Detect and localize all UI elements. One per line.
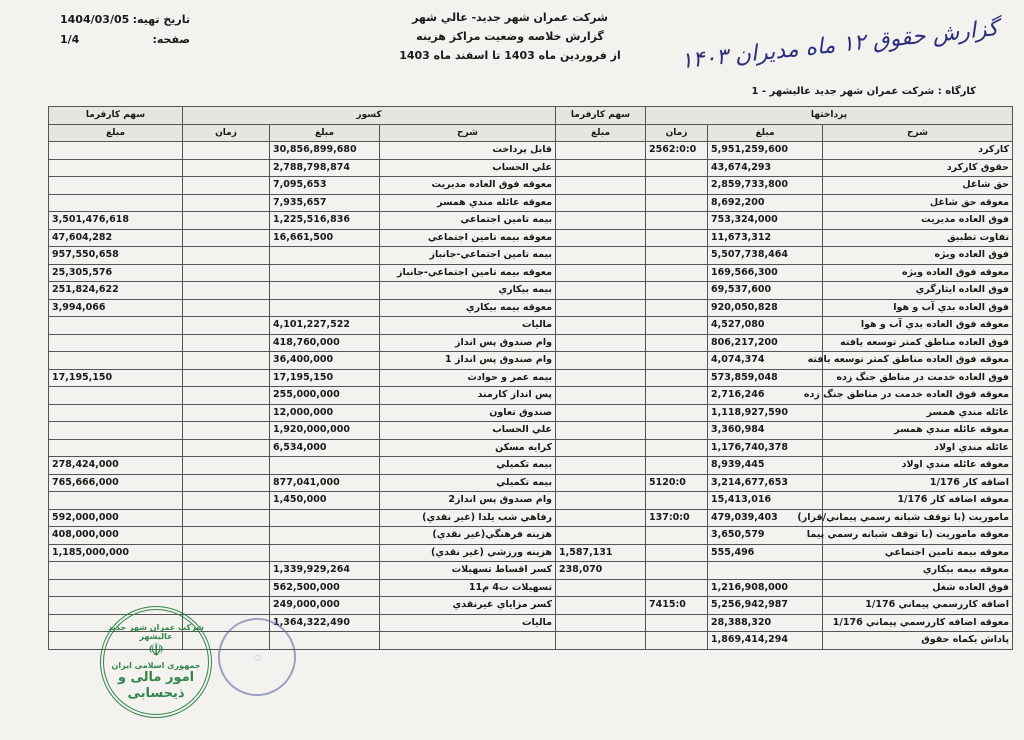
cell-payment-time [646,159,708,177]
cell-payment-time [646,177,708,195]
cell-deduction-desc: قابل پرداخت [380,142,556,160]
cell-employer-amount-left: 251,824,622 [49,282,183,300]
cell-employer-amount-left [49,352,183,370]
cell-deduction-amount: 1,225,516,836 [270,212,380,230]
page-value: 1/4 [60,33,80,46]
cell-employer-amount-right [556,597,646,615]
cell-deduction-desc: ماليات [380,317,556,335]
cell-payment-time [646,614,708,632]
cell-payment-desc: معوقه فوق العاده بدي آب و هوا [823,317,1013,335]
cell-payment-amount [708,562,823,580]
cell-payment-desc: معوقه اضافه کار 1/176 [823,492,1013,510]
cell-payment-amount: 5,951,259,600 [708,142,823,160]
cell-payment-time [646,544,708,562]
cell-deduction-time [183,299,270,317]
cell-deduction-desc: بيمه تکميلي [380,457,556,475]
cell-deduction-amount: 12,000,000 [270,404,380,422]
cell-payment-desc: فوق العاده ايثارگري [823,282,1013,300]
cell-employer-amount-left: 17,195,150 [49,369,183,387]
cell-employer-amount-left [49,492,183,510]
table-row [49,509,1013,527]
cell-deduction-desc: بيمه تکميلي [380,474,556,492]
col-deduction-time: زمان [183,124,270,142]
cell-deduction-desc [380,632,556,650]
cell-deduction-time [183,509,270,527]
cell-deduction-amount: 30,856,899,680 [270,142,380,160]
table-row [49,597,1013,615]
cell-employer-amount-left: 765,666,000 [49,474,183,492]
cell-payment-desc: معوقه فوق العاده خدمت در مناطق جنگ زده [823,387,1013,405]
cell-deduction-amount: 17,195,150 [270,369,380,387]
cell-employer-amount-right [556,632,646,650]
cell-employer-amount-right [556,194,646,212]
cell-payment-amount: 1,869,414,294 [708,632,823,650]
cell-employer-amount-left [49,334,183,352]
cell-deduction-amount: 1,364,322,490 [270,614,380,632]
cell-employer-amount-right [556,177,646,195]
cell-employer-amount-left: 3,501,476,618 [49,212,183,230]
cell-deduction-amount: 16,661,500 [270,229,380,247]
payments-header: پرداختها [646,107,1013,125]
cell-payment-amount: 479,039,403 [708,509,823,527]
cell-deduction-amount: 255,000,000 [270,387,380,405]
table-row [49,282,1013,300]
cell-deduction-amount: 4,101,227,522 [270,317,380,335]
cell-deduction-desc: پس انداز کارمند [380,387,556,405]
cell-employer-amount-right: 238,070 [556,562,646,580]
cell-payment-time [646,562,708,580]
cell-payment-desc: معوقه فوق العاده ويژه [823,264,1013,282]
table-row [49,474,1013,492]
stamp-text-1: شرکت عمران شهر جدید عالیشهر [108,622,204,641]
cell-payment-amount: 5,256,942,987 [708,597,823,615]
cell-payment-amount: 11,673,312 [708,229,823,247]
cell-payment-time: 7415:0 [646,597,708,615]
cell-payment-amount: 806,217,200 [708,334,823,352]
cell-deduction-time [183,422,270,440]
table-row [49,317,1013,335]
cell-deduction-time [183,457,270,475]
cell-deduction-desc: علي الحساب [380,422,556,440]
cell-deduction-time [183,579,270,597]
cell-employer-amount-right [556,299,646,317]
cell-employer-amount-left: 25,305,576 [49,264,183,282]
cell-payment-amount: 2,716,246 [708,387,823,405]
date-value: 1404/03/05 [60,13,130,26]
cell-payment-time [646,422,708,440]
cell-deduction-amount: 7,935,657 [270,194,380,212]
cell-payment-amount: 169,566,300 [708,264,823,282]
col-employer-amount-right: مبلغ [556,124,646,142]
table-row [49,404,1013,422]
cell-payment-time [646,282,708,300]
cell-deduction-time [183,527,270,545]
cell-payment-time [646,194,708,212]
cell-payment-amount: 920,050,828 [708,299,823,317]
cell-payment-desc: معوقه فوق العاده مناطق کمتر توسعه يافته [823,352,1013,370]
cell-employer-amount-right [556,614,646,632]
cell-employer-amount-right [556,142,646,160]
stamp-text-2: امور مالی و ذیحسابی [117,669,195,701]
table-row [49,299,1013,317]
cell-deduction-desc: وام صندوق پس انداز2 [380,492,556,510]
cell-deduction-desc: رفاهي شب يلدا (غير نقدي) [380,509,556,527]
table-row [49,159,1013,177]
cell-employer-amount-left [49,159,183,177]
cell-employer-amount-left [49,422,183,440]
col-payment-time: زمان [646,124,708,142]
stamp-text-3: جمهوری اسلامی ایران [111,660,201,670]
cell-deduction-amount: 36,400,000 [270,352,380,370]
cell-payment-time: 5120:0 [646,474,708,492]
table-row [49,212,1013,230]
cell-deduction-time [183,177,270,195]
cell-deduction-amount [270,544,380,562]
cell-payment-desc: ماموريت (با توقف شبانه رسمي پيماني/قرار) [823,509,1013,527]
cell-payment-amount: 4,074,374 [708,352,823,370]
cell-deduction-amount [270,264,380,282]
date-label: تاريخ تهيه: [132,13,190,26]
cell-payment-desc: معوقه بيمه تامين اجتماعي [823,544,1013,562]
cell-payment-time [646,439,708,457]
cell-payment-desc: معوقه عائله مندي همسر [823,422,1013,440]
cell-employer-amount-left [49,562,183,580]
cell-deduction-amount: 1,339,929,264 [270,562,380,580]
cell-payment-time [646,264,708,282]
cell-payment-desc: عائله مندي همسر [823,404,1013,422]
cell-payment-desc: فوق العاده ويژه [823,247,1013,265]
table-row [49,562,1013,580]
cell-payment-amount: 28,388,320 [708,614,823,632]
cell-payment-amount: 5,507,738,464 [708,247,823,265]
cell-deduction-time [183,282,270,300]
cell-deduction-time [183,247,270,265]
cost-center-table [48,106,1013,650]
cell-payment-desc: کارکرد [823,142,1013,160]
cell-payment-time [646,457,708,475]
cell-deduction-amount: 418,760,000 [270,334,380,352]
cell-payment-desc: فوق العاده شغل [823,579,1013,597]
table-row [49,457,1013,475]
cell-payment-time [646,527,708,545]
cell-deduction-desc: وام صندوق پس انداز [380,334,556,352]
cell-payment-time [646,579,708,597]
cell-payment-time [646,369,708,387]
cell-payment-time [646,387,708,405]
cell-employer-amount-right [556,579,646,597]
cell-deduction-amount [270,282,380,300]
cell-payment-desc: اضافه کاررسمي پيماني 1/176 [823,597,1013,615]
cell-payment-amount: 69,537,600 [708,282,823,300]
cell-deduction-amount: 562,500,000 [270,579,380,597]
cell-deduction-desc: معوقه بيمه تامين اجتماعي [380,229,556,247]
cell-deduction-time [183,264,270,282]
cell-employer-amount-right [556,264,646,282]
cell-payment-desc: عائله مندي اولاد [823,439,1013,457]
deductions-header: کسور [183,107,556,125]
cell-employer-amount-right [556,334,646,352]
cell-deduction-amount: 249,000,000 [270,597,380,615]
report-title: گزارش خلاصه وضعيت مراکز هزينه [416,30,604,43]
cell-payment-desc: حقوق کارکرد [823,159,1013,177]
faded-stamp: ◌ [208,608,306,706]
cell-payment-time [646,212,708,230]
cell-employer-amount-right [556,317,646,335]
cell-employer-amount-left: 278,424,000 [49,457,183,475]
cell-payment-desc: فوق العاده بدي آب و هوا [823,299,1013,317]
cell-payment-time [646,317,708,335]
cell-employer-amount-right [556,457,646,475]
cell-deduction-desc: معوقه بيمه بيکاري [380,299,556,317]
col-deduction-amount: مبلغ [270,124,380,142]
cell-deduction-amount: 7,095,653 [270,177,380,195]
cell-employer-amount-right [556,229,646,247]
cell-deduction-amount [270,457,380,475]
cell-deduction-time [183,474,270,492]
cell-employer-amount-right [556,422,646,440]
cell-deduction-desc: هزينه ورزشي (غير نقدي) [380,544,556,562]
cell-deduction-desc: تسهيلات ت4 م11 [380,579,556,597]
cell-payment-amount: 3,650,579 [708,527,823,545]
table-row [49,264,1013,282]
company-name: شرکت عمران شهر جديد- عالي شهر [412,11,608,24]
handwritten-note: گزارش حقوق ۱۲ ماه مدیران ۱۴۰۳ [679,16,1000,75]
cell-deduction-amount [270,509,380,527]
cell-deduction-time [183,387,270,405]
cell-employer-amount-right [556,159,646,177]
cell-payment-amount: 4,527,080 [708,317,823,335]
cell-payment-amount: 8,939,445 [708,457,823,475]
table-body [49,142,1013,650]
cell-payment-time [646,247,708,265]
cell-employer-amount-left [49,579,183,597]
table-row [49,527,1013,545]
cell-payment-amount: 573,859,048 [708,369,823,387]
table-row [49,422,1013,440]
cell-payment-desc: حق شاغل [823,177,1013,195]
cell-deduction-time [183,492,270,510]
cell-payment-time [646,632,708,650]
cell-payment-desc: معوقه اضافه کاررسمي پيماني 1/176 [823,614,1013,632]
cell-payment-time [646,229,708,247]
employer-share-header-right: سهم کارفرما [556,107,646,125]
table-row [49,492,1013,510]
cell-deduction-desc: بيمه عمر و حوادث [380,369,556,387]
cell-employer-amount-left: 47,604,282 [49,229,183,247]
cell-employer-amount-left [49,317,183,335]
report-meta [60,10,190,50]
cell-deduction-desc: ماليات [380,614,556,632]
cell-payment-desc: معوقه حق شاغل [823,194,1013,212]
cell-deduction-desc: هزينه فرهنگي(غير نقدي) [380,527,556,545]
cell-payment-time: 2562:0:0 [646,142,708,160]
table-row [49,247,1013,265]
cell-employer-amount-left: 592,000,000 [49,509,183,527]
cell-deduction-amount: 1,450,000 [270,492,380,510]
cell-employer-amount-left [49,177,183,195]
cell-employer-amount-left: 1,185,000,000 [49,544,183,562]
cell-employer-amount-right [556,439,646,457]
table-row [49,194,1013,212]
cell-employer-amount-right: 1,587,131 [556,544,646,562]
col-deduction-desc: شرح [380,124,556,142]
cell-deduction-amount: 2,788,798,874 [270,159,380,177]
sub-header-row [49,124,1013,142]
cell-employer-amount-right [556,247,646,265]
workshop-label: کارگاه : شرکت عمران شهر جديد عاليشهر - 1 [751,86,976,97]
cell-payment-amount: 753,324,000 [708,212,823,230]
cell-employer-amount-right [556,527,646,545]
cell-payment-amount: 3,214,677,653 [708,474,823,492]
cell-payment-time [646,352,708,370]
table-row [49,334,1013,352]
cell-deduction-time [183,562,270,580]
cell-payment-desc: معوقه ماموريت (با توقف شبانه رسمي پيما [823,527,1013,545]
cell-deduction-time [183,597,270,615]
table-row [49,387,1013,405]
cell-payment-time [646,334,708,352]
cell-payment-time [646,492,708,510]
cell-deduction-desc: وام صندوق پس انداز 1 [380,352,556,370]
cell-employer-amount-left: 3,994,066 [49,299,183,317]
cell-deduction-amount: 1,920,000,000 [270,422,380,440]
group-header-row [49,107,1013,125]
cell-employer-amount-right [556,282,646,300]
cell-employer-amount-left [49,387,183,405]
cell-deduction-time [183,369,270,387]
cell-employer-amount-right [556,404,646,422]
cell-deduction-desc: بيمه تامين اجتماعي-جانباز [380,247,556,265]
cell-payment-desc: تفاوت تطبيق [823,229,1013,247]
table-row [49,352,1013,370]
table-row [49,439,1013,457]
cell-deduction-time [183,229,270,247]
cell-payment-time [646,299,708,317]
cell-payment-desc: فوق العاده خدمت در مناطق جنگ زده [823,369,1013,387]
cell-employer-amount-right [556,352,646,370]
table-row [49,229,1013,247]
table-row [49,177,1013,195]
table-row [49,369,1013,387]
cell-deduction-time [183,334,270,352]
cell-deduction-desc: معوقه فوق العاده مديريت [380,177,556,195]
official-stamp [100,606,212,718]
cell-payment-amount: 8,692,200 [708,194,823,212]
cell-deduction-time [183,404,270,422]
cell-deduction-desc: کسر مزاياي غيرنقدي [380,597,556,615]
cell-employer-amount-right [556,509,646,527]
col-employer-amount-left: مبلغ [49,124,183,142]
cell-payment-amount: 1,118,927,590 [708,404,823,422]
cell-payment-desc: معوقه بيمه بيکاري [823,562,1013,580]
cell-employer-amount-right [556,212,646,230]
cell-payment-desc: فوق العاده مديريت [823,212,1013,230]
cell-payment-amount: 2,859,733,800 [708,177,823,195]
cell-payment-desc: پاداش يکماه حقوق [823,632,1013,650]
cell-employer-amount-right [556,369,646,387]
cell-payment-amount: 555,496 [708,544,823,562]
cell-deduction-desc: علي الحساب [380,159,556,177]
cell-payment-amount: 43,674,293 [708,159,823,177]
page-label: صفحه: [152,33,190,46]
cell-deduction-desc: بيمه بيکاري [380,282,556,300]
cell-payment-amount: 3,360,984 [708,422,823,440]
cell-deduction-time [183,439,270,457]
cell-employer-amount-right [556,387,646,405]
cell-deduction-time [183,317,270,335]
cell-employer-amount-left [49,194,183,212]
emblem-icon: ☫ [147,639,165,661]
cell-employer-amount-right [556,474,646,492]
cell-payment-desc: معوقه عائله مندي اولاد [823,457,1013,475]
cell-deduction-time [183,544,270,562]
report-header [380,8,640,65]
cell-employer-amount-left: 957,550,658 [49,247,183,265]
cell-payment-amount: 1,176,740,378 [708,439,823,457]
cell-employer-amount-left [49,404,183,422]
cell-employer-amount-right [556,492,646,510]
cell-deduction-desc: صندوق تعاون [380,404,556,422]
col-payment-desc: شرح [823,124,1013,142]
cell-deduction-amount: 6,534,000 [270,439,380,457]
cell-payment-amount: 15,413,016 [708,492,823,510]
cell-employer-amount-left: 408,000,000 [49,527,183,545]
cell-deduction-desc: بيمه تامين اجتماعي [380,212,556,230]
cell-deduction-amount [270,247,380,265]
cell-deduction-desc: کسر اقساط تسهيلات [380,562,556,580]
cell-deduction-desc: معوقه عائله مندي همسر [380,194,556,212]
employer-share-header-left: سهم کارفرما [49,107,183,125]
report-period: از فروردين ماه 1403 تا اسفند ماه 1403 [399,49,621,62]
cell-payment-time: 137:0:0 [646,509,708,527]
cell-deduction-time [183,142,270,160]
table-row [49,142,1013,160]
cell-employer-amount-left [49,142,183,160]
table-row [49,579,1013,597]
cell-deduction-desc: کرايه مسکن [380,439,556,457]
cell-deduction-time [183,212,270,230]
cell-payment-amount: 1,216,908,000 [708,579,823,597]
cell-employer-amount-left [49,439,183,457]
cell-payment-desc: فوق العاده مناطق کمتر توسعه يافته [823,334,1013,352]
cell-deduction-time [183,194,270,212]
cell-deduction-amount [270,299,380,317]
cell-deduction-time [183,352,270,370]
col-payment-amount: مبلغ [708,124,823,142]
cell-deduction-amount: 877,041,000 [270,474,380,492]
cell-payment-desc: اضافه کار 1/176 [823,474,1013,492]
cell-deduction-time [183,159,270,177]
cell-deduction-amount [270,527,380,545]
cell-deduction-desc: معوقه بيمه تامين اجتماعي-جانباز [380,264,556,282]
cell-payment-time [646,404,708,422]
table-row [49,544,1013,562]
